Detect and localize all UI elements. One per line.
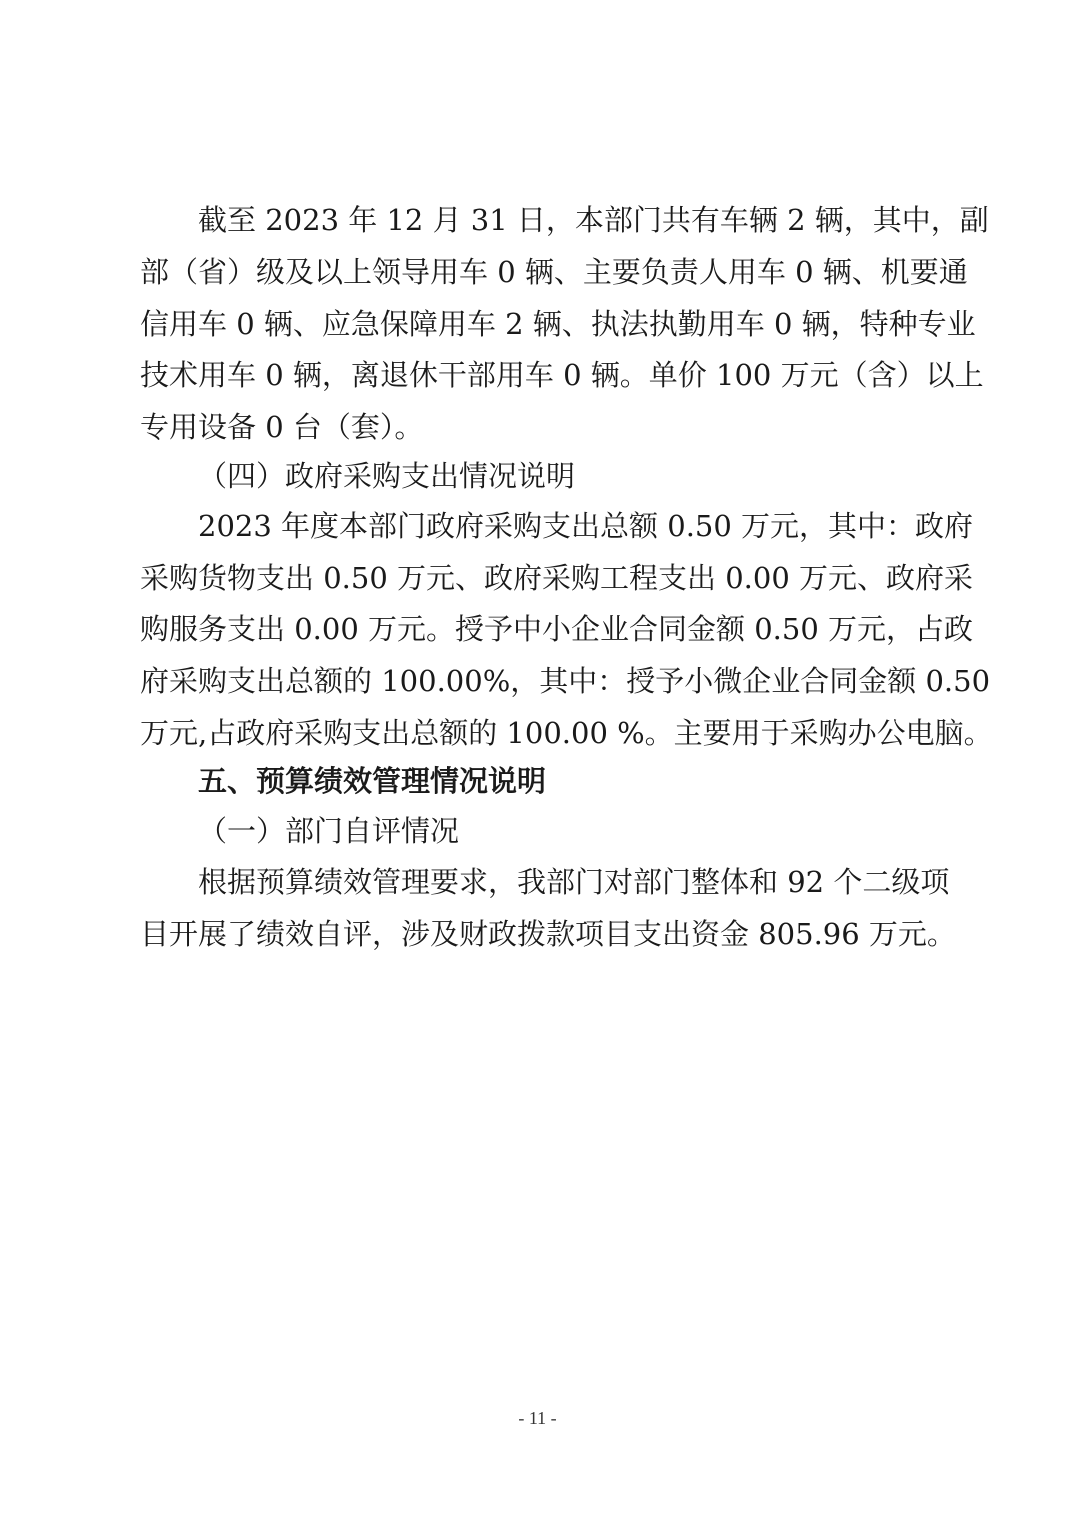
text-line: 根据预算绩效管理要求，我部门对部门整体和 92 个二级项 (198, 865, 950, 899)
section-heading-procurement: （四）政府采购支出情况说明 (198, 459, 576, 493)
section-heading-self-eval: （一）部门自评情况 (198, 814, 460, 848)
text-line: 目开展了绩效自评，涉及财政拨款项目支出资金 805.96 万元。 (140, 917, 956, 951)
text-line: 部（省）级及以上领导用车 0 辆、主要负责人用车 0 辆、机要通 (140, 255, 968, 289)
section-heading-performance: 五、预算绩效管理情况说明 (198, 764, 547, 798)
text-line: 信用车 0 辆、应急保障用车 2 辆、执法执勤用车 0 辆，特种专业 (140, 307, 976, 341)
page-number: - 11 - (518, 1408, 557, 1428)
text-line: 技术用车 0 辆，离退休干部用车 0 辆。单价 100 万元（含）以上 (140, 358, 984, 392)
text-line: 截至 2023 年 12 月 31 日，本部门共有车辆 2 辆，其中，副 (198, 203, 989, 237)
text-line: 购服务支出 0.00 万元。授予中小企业合同金额 0.50 万元，占政 (140, 612, 974, 646)
text-line: 专用设备 0 台（套）。 (140, 410, 424, 444)
text-line: 2023 年度本部门政府采购支出总额 0.50 万元，其中：政府 (198, 509, 974, 543)
text-line: 采购货物支出 0.50 万元、政府采购工程支出 0.00 万元、政府采 (140, 561, 974, 595)
text-line: 万元,占政府采购支出总额的 100.00 %。主要用于采购办公电脑。 (140, 716, 993, 750)
text-line: 府采购支出总额的 100.00%，其中：授予小微企业合同金额 0.50 (140, 664, 991, 698)
